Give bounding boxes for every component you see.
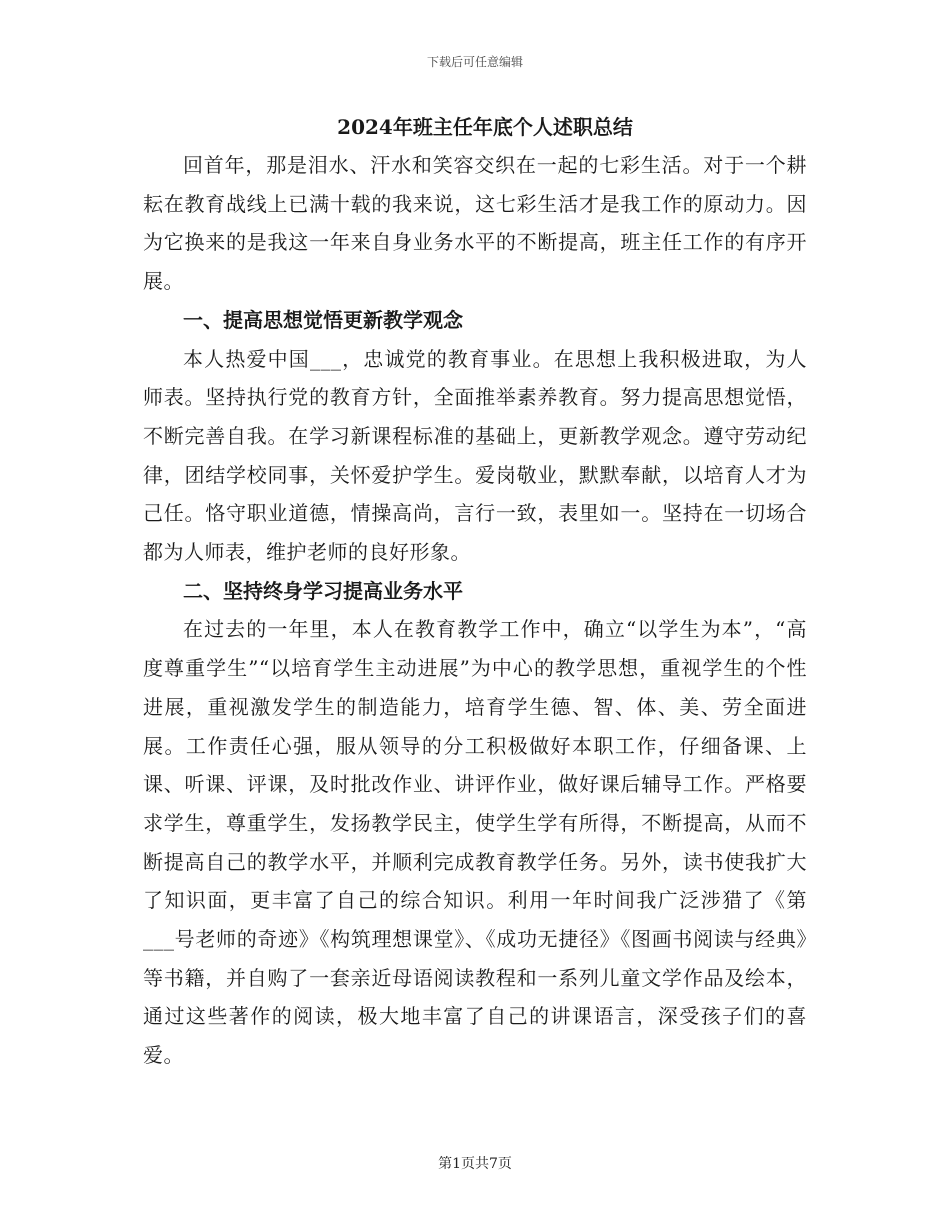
- section-2-heading: 二、坚持终身学习提高业务水平: [183, 578, 463, 603]
- section-2-paragraph: 在过去的一年里，本人在教育教学工作中，确立“以学生为本”，“高度尊重学生”“以培育学生主动进展”为中心的教学思想，重视学生的个性进展，重视激发学生的制造能力，培育学生德、智、体、美、劳全面进展。工作责任心强，服从领导的分工积极做好本职工作，仔细备课、上课、听课、评课，及时批改作业、讲评作业，做好课后辅导工作。严格要求学生，尊重学生，发扬教学民主，使学生学有所得，不断提高，从而不断提高自己的教学水平，并顺利完成教育教学任务。另外，读书使我扩大了知识面，更丰富了自己的综合知识。利用一年时间我广泛涉猎了《第___号老师的奇迹》《构筑理想课堂》、《成功无捷径》《图画书阅读与经典》等书籍，并自购了一套亲近母语阅读教程和一系列儿童文学作品及绘本，通过这些著作的阅读，极大地丰富了自己的讲课语言，深受孩子们的喜爱。: [143, 617, 807, 1068]
- intro-paragraph: 回首年，那是泪水、汗水和笑容交织在一起的七彩生活。对于一个耕耘在教育战线上已满十载的我来说，这七彩生活才是我工作的原动力。因为它换来的是我这一年来自身业务水平的不断提高，班主任工作的有序开展。: [143, 153, 807, 294]
- page-number-footer: 第1页共7页: [438, 1156, 512, 1172]
- section-1-paragraph: 本人热爱中国___，忠诚党的教育事业。在思想上我积极进取，为人师表。坚持执行党的教育方针，全面推举素养教育。努力提高思想觉悟，不断完善自我。在学习新课程标准的基础上，更新教学观念。遵守劳动纪律，团结学校同事，关怀爱护学生。爱岗敬业，默默奉献，以培育人才为己任。恪守职业道德，情操高尚，言行一致，表里如一。坚持在一切场合都为人师表，维护老师的良好形象。: [143, 346, 807, 565]
- page-header-note: 下载后可任意编辑: [426, 55, 523, 69]
- document-body: [143, 112, 807, 1075]
- document-title: 2024年班主任年底个人述职总结: [337, 115, 633, 139]
- section-1-heading: 一、提高思想觉悟更新教学观念: [183, 307, 463, 332]
